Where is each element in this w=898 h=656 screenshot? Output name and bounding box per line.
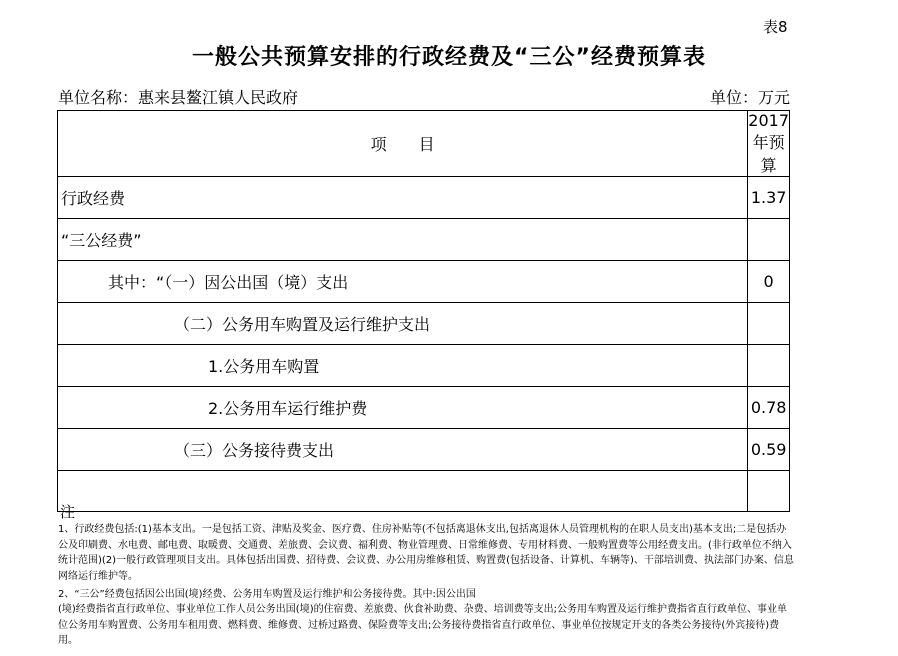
note-line-3: (境)经费指省直行政单位、事业单位工作人员公务出国(境)的住宿费、差旅费、伙食补助费、杂费、培训费等支出;公务用车购置及运行维护费指省直行政单位、事业单位公务用车购置费、公务用车租用费、燃料费、维修费、过桥过路费、保险费等支出;公务接待费指省直行政单位、事业单位按规定开支的各类公务接待(外宾接待)费用。: [58, 604, 787, 646]
row-value: [748, 345, 790, 387]
table-row: [58, 387, 790, 429]
row-label: （二）公务用车购置及运行维护支出: [58, 303, 748, 345]
row-label: 行政经费: [58, 177, 748, 219]
row-label: “三公经费”: [58, 219, 748, 261]
table-header-row: [58, 111, 790, 177]
notes-heading: 注: [60, 503, 76, 521]
row-label: 2.公务用车运行维护费: [58, 387, 748, 429]
table-row: [58, 219, 790, 261]
currency-unit-label: 单位：万元: [710, 88, 791, 107]
budget-table: [57, 110, 790, 512]
row-label: （三）公务接待费支出: [58, 429, 748, 471]
empty-cell: [58, 471, 748, 512]
note-line-1: 1、行政经费包括:(1)基本支出。一是包括工资、津贴及奖金、医疗费、住房补贴等(不包括离退休支出,包括离退休人员管理机构的在职人员支出)基本支出;二是包括办公及印刷费、水电费、邮电费、取暖费、交通费、差旅费、会议费、福利费、物业管理费、日常维修费、专用材料费、一般购置费等公用经费支出。(非行政单位不纳入统计范围)(2)一般行政管理项目支出。具体包括出国费、招待费、会议费、办公用房维修租赁、购置费(包括设备、计算机、车辆等)、干部培训费、执法部门办案、信息网络运行维护等。: [58, 524, 794, 582]
column-header-budget: 2017年预算: [748, 111, 789, 175]
row-label: 1.公务用车购置: [58, 345, 748, 387]
empty-cell: [748, 471, 790, 512]
row-label: 其中：“（一）因公出国（境）支出: [58, 261, 748, 303]
row-value: 0: [748, 261, 790, 303]
column-header-item: 项 目: [58, 111, 748, 177]
unit-name-label: 单位名称：惠来县鳌江镇人民政府: [58, 88, 299, 107]
table-number: 表8: [763, 18, 788, 36]
table-row: [58, 177, 790, 219]
table-row: [58, 261, 790, 303]
table-row: [58, 429, 790, 471]
row-value: [748, 219, 790, 261]
row-value: [748, 303, 790, 345]
note-line-2: 2、“三公”经费包括因公出国(境)经费、公务用车购置及运行维护和公务接待费。其中:因公出国: [58, 589, 476, 600]
page-title: 一般公共预算安排的行政经费及“三公”经费预算表: [192, 45, 706, 70]
table-row: [58, 303, 790, 345]
row-value: 0.78: [748, 387, 790, 429]
table-row: [58, 345, 790, 387]
row-value: 0.59: [748, 429, 790, 471]
row-value: 1.37: [748, 177, 790, 219]
table-row-empty: [58, 471, 790, 512]
